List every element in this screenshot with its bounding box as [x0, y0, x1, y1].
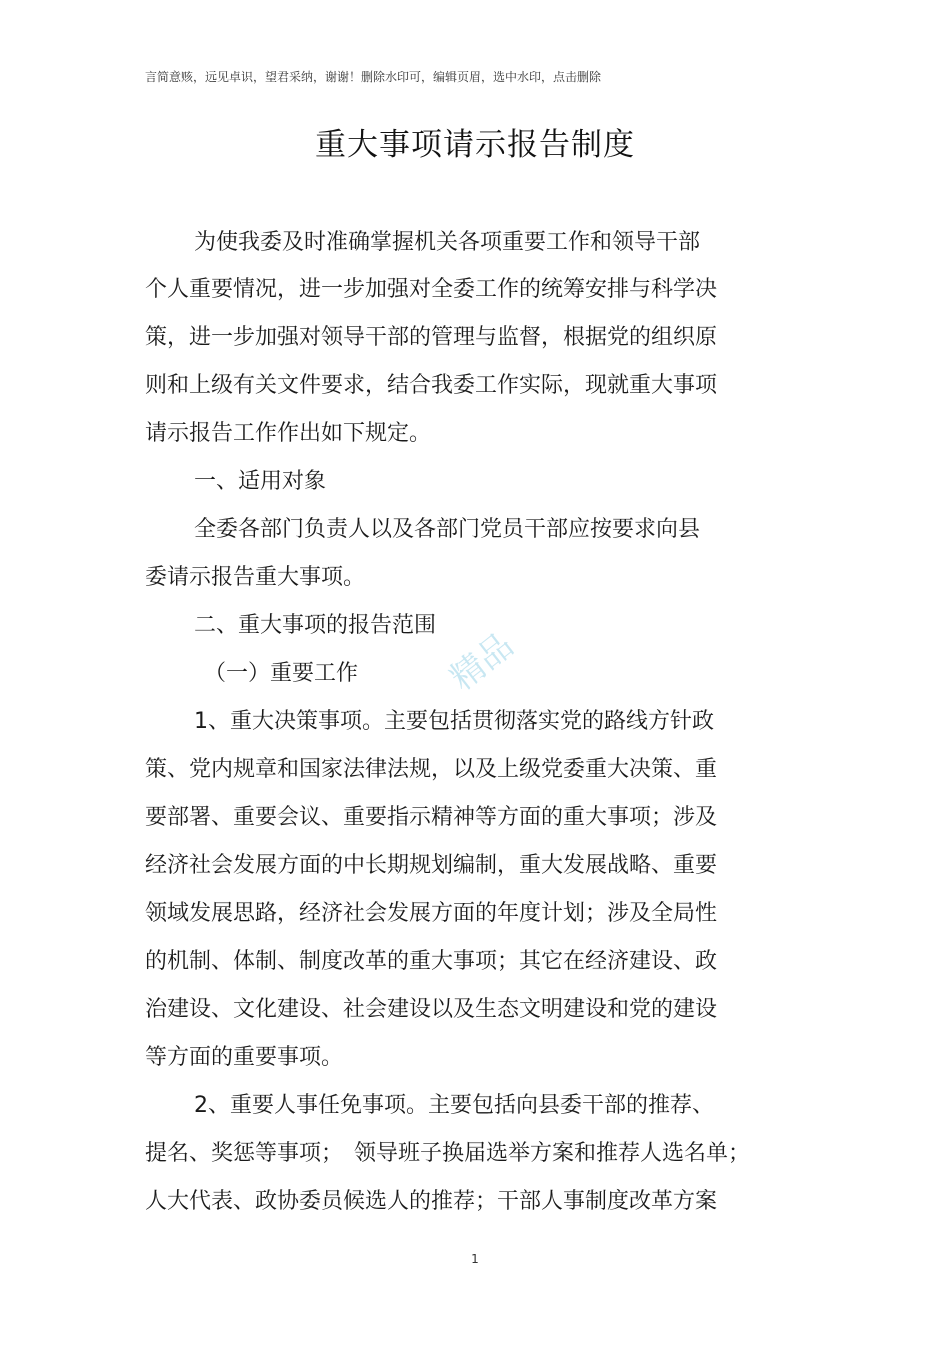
section-heading: 一、适用对象 [194, 469, 327, 494]
paragraph-line: 则和上级有关文件要求，结合我委工作实际，现就重大事项 [145, 373, 718, 398]
paragraph-line: 2、重要人事任免事项。主要包括向县委干部的推荐、 [194, 1093, 714, 1118]
page-number: 1 [471, 1252, 479, 1266]
paragraph-line: 个人重要情况，进一步加强对全委工作的统筹安排与科学决 [145, 277, 718, 302]
paragraph-line: 人大代表、政协委员候选人的推荐；干部人事制度改革方案 [145, 1189, 718, 1214]
paragraph-line: 1、重大决策事项。主要包括贯彻落实党的路线方针政 [194, 709, 714, 734]
paragraph-line: 策、党内规章和国家法律法规，以及上级党委重大决策、重 [145, 757, 718, 782]
paragraph-line: 为使我委及时准确掌握机关各项重要工作和领导干部 [194, 230, 701, 255]
paragraph-line: 的机制、体制、制度改革的重大事项；其它在经济建设、政 [145, 949, 718, 974]
paragraph-line: 委请示报告重大事项。 [145, 565, 366, 590]
subsection-heading: （一）重要工作 [204, 661, 359, 686]
paragraph-line: 请示报告工作作出如下规定。 [145, 421, 432, 446]
paragraph-line: 领域发展思路，经济社会发展方面的年度计划；涉及全局性 [145, 901, 718, 926]
watermark[interactable]: 精品 [442, 625, 522, 699]
paragraph-line: 提名、奖惩等事项； 领导班子换届选举方案和推荐人选名单； [145, 1141, 751, 1166]
paragraph-line: 要部署、重要会议、重要指示精神等方面的重大事项；涉及 [145, 805, 718, 830]
paragraph-line: 策，进一步加强对领导干部的管理与监督，根据党的组织原 [145, 325, 718, 350]
section-heading: 二、重大事项的报告范围 [194, 613, 437, 638]
paragraph-line: 等方面的重要事项。 [145, 1045, 344, 1070]
paragraph-line: 经济社会发展方面的中长期规划编制，重大发展战略、重要 [145, 853, 718, 878]
header-note: 言简意赅，远见卓识，望君采纳，谢谢！删除水印可，编辑页眉，选中水印，点击删除 [145, 70, 602, 84]
document-title: 重大事项请示报告制度 [315, 127, 635, 163]
paragraph-line: 治建设、文化建设、社会建设以及生态文明建设和党的建设 [145, 997, 718, 1022]
paragraph-line: 全委各部门负责人以及各部门党员干部应按要求向县 [194, 517, 701, 542]
